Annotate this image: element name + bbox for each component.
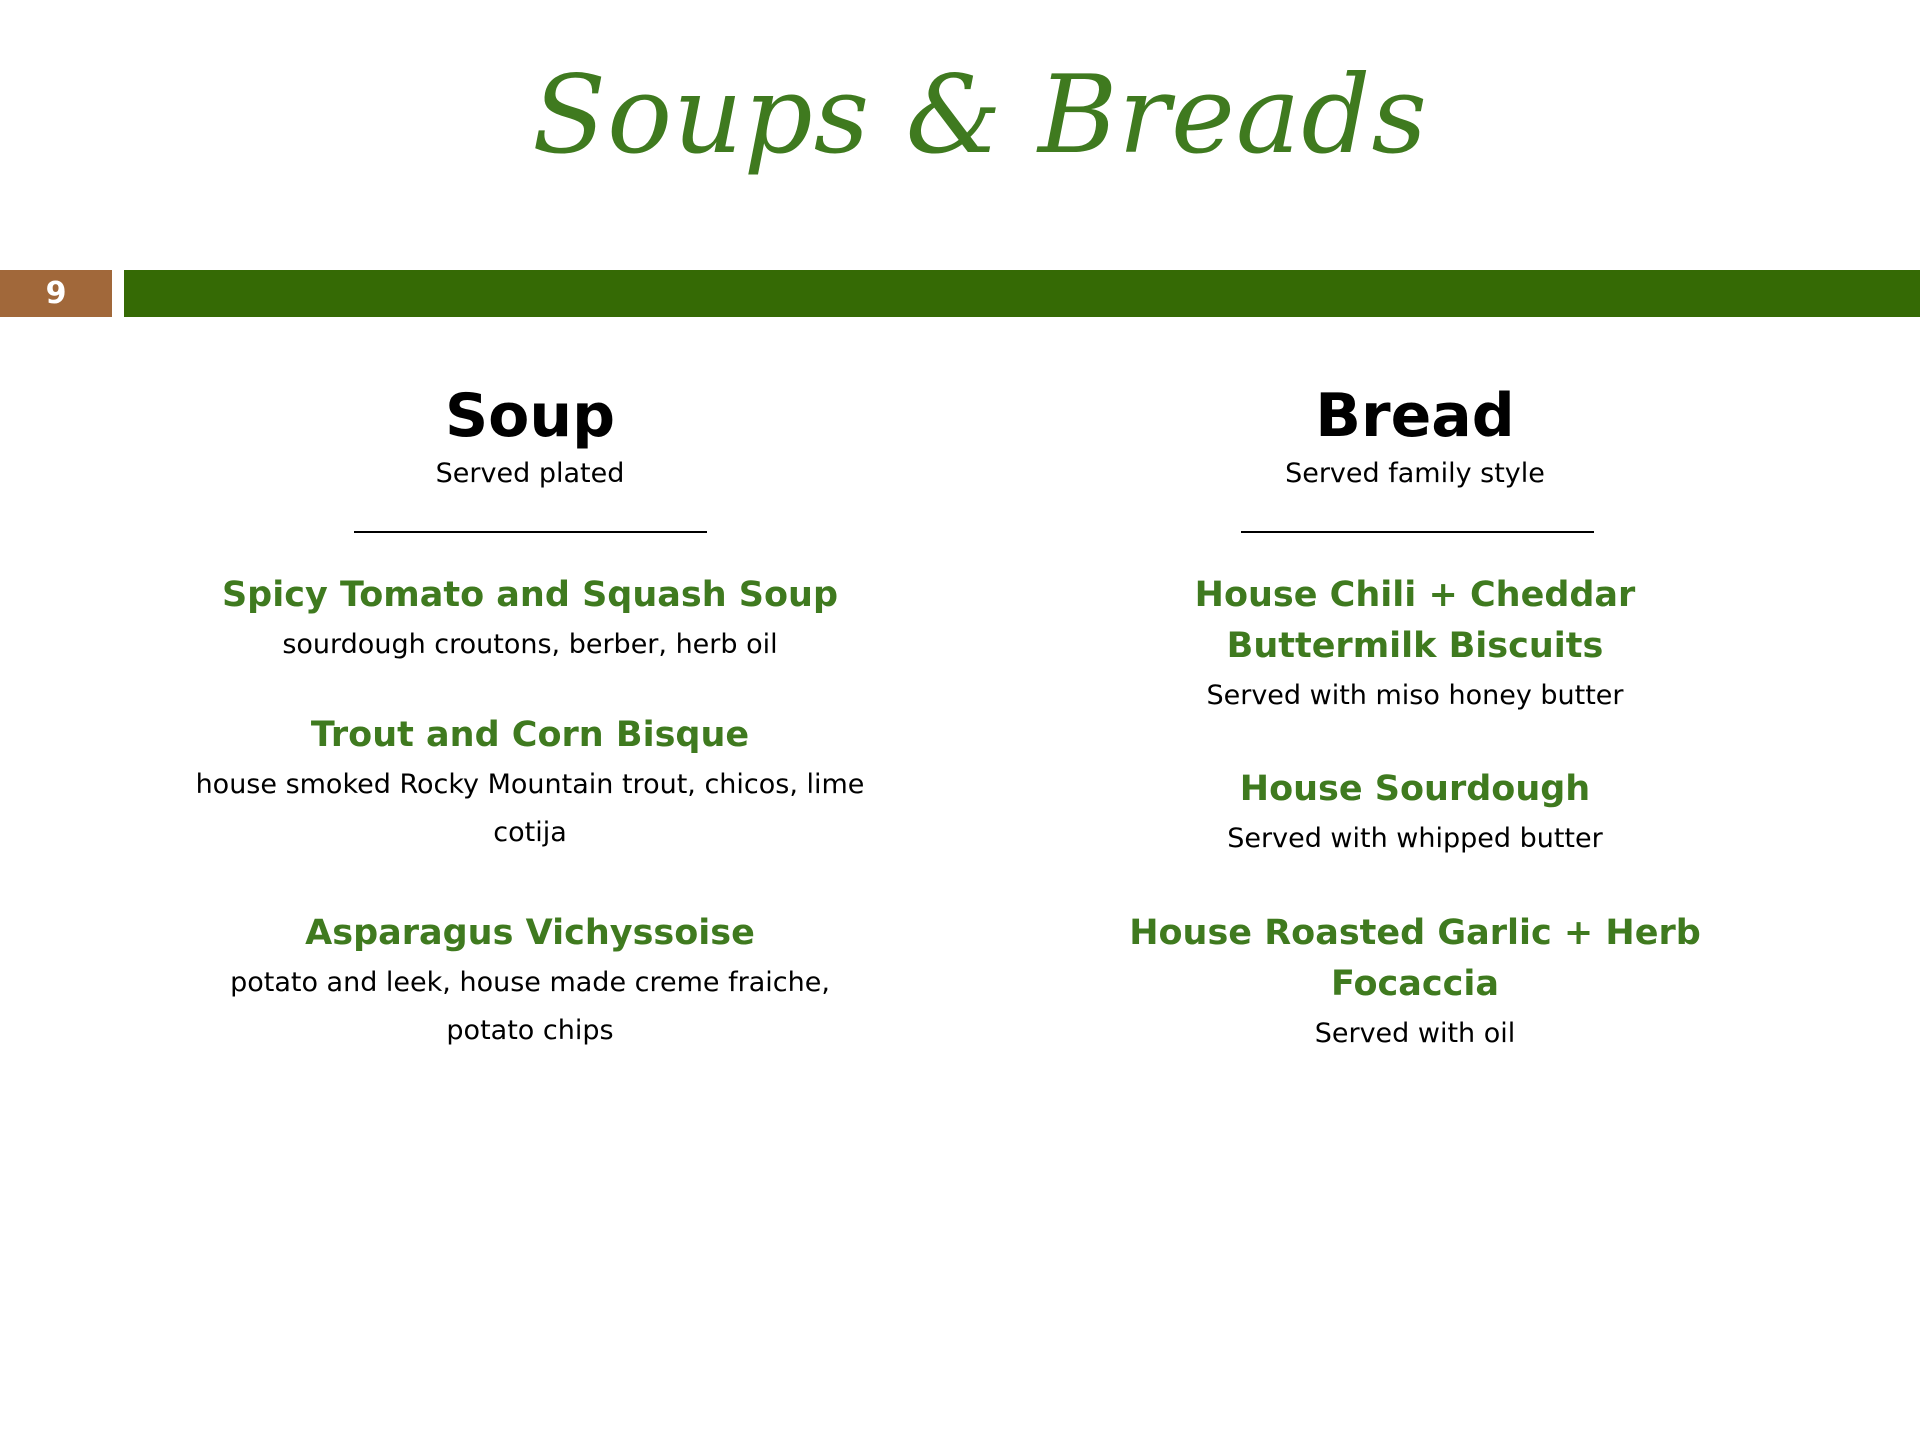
menu-item-description: Served with miso honey butter xyxy=(1206,680,1624,711)
menu-item xyxy=(1060,908,1770,1058)
bread-divider-line xyxy=(1241,531,1594,533)
menu-item-description: sourdough croutons, berber, herb oil xyxy=(282,629,778,660)
menu-item-description: Served with oil xyxy=(1314,1018,1516,1049)
soup-column xyxy=(170,380,890,1046)
page-title: Soups & Breads xyxy=(532,53,1428,178)
menu-item xyxy=(170,710,890,857)
menu-item-name: Asparagus Vichyssoise xyxy=(305,913,755,953)
menu-item xyxy=(1060,764,1770,863)
menu-item-description: house smoked Rocky Mountain trout, chicos, lime cotija xyxy=(195,769,865,848)
soup-divider-line xyxy=(354,531,707,533)
menu-item xyxy=(170,570,890,669)
bread-heading: Bread xyxy=(1315,381,1515,451)
soup-heading: Soup xyxy=(444,381,616,451)
title-divider-bar xyxy=(124,270,1920,317)
bread-subheading: Served family style xyxy=(1285,458,1545,489)
soup-subheading: Served plated xyxy=(435,458,625,489)
menu-item-description: potato and leek, house made creme fraiche, potato chips xyxy=(230,967,830,1046)
menu-item xyxy=(170,908,890,1055)
menu-item-name: Trout and Corn Bisque xyxy=(310,715,750,755)
menu-item-description: Served with whipped butter xyxy=(1227,823,1603,854)
menu-item-name: Spicy Tomato and Squash Soup xyxy=(221,575,839,615)
menu-item-name: House Roasted Garlic + Herb Focaccia xyxy=(1129,913,1701,1004)
menu-item-name: House Sourdough xyxy=(1239,769,1591,809)
menu-item xyxy=(1060,570,1770,720)
page-number-badge: 9 xyxy=(0,270,112,317)
menu-item-name: House Chili + Cheddar Buttermilk Biscuits xyxy=(1194,575,1636,666)
bread-column xyxy=(1060,380,1770,1049)
